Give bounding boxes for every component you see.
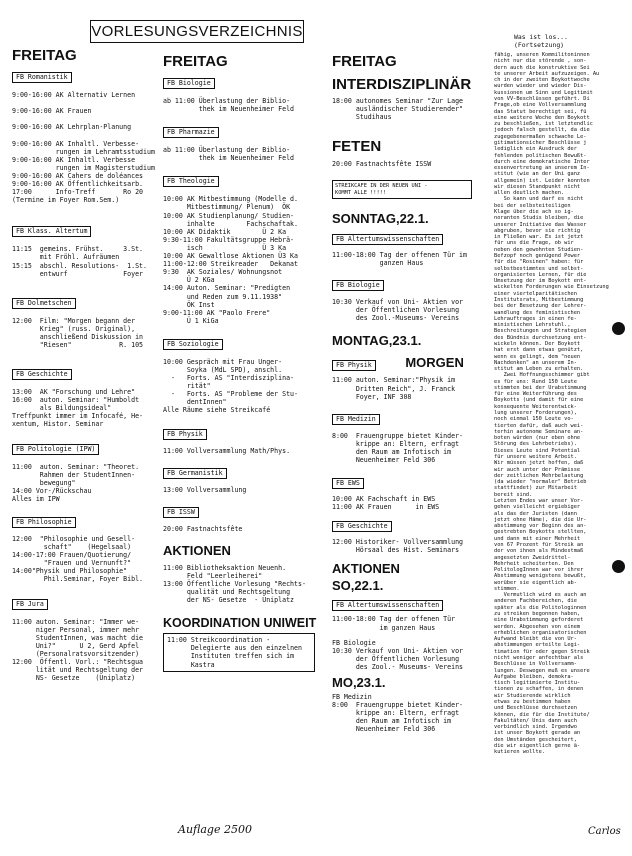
day-heading: FREITAG bbox=[332, 53, 397, 70]
section-text: 10:30 Verkauf von Uni- Aktien vor der Öffentlichen Vorlesung des Zool.-Museums- Vereins bbox=[332, 298, 464, 323]
article-text: fähig, unseren Kommilitoninnen nicht nur die störende , son- dern auch die konstruktive Sei te unserer Arbeit aufzuzeigen. Au ch in der zweiten Boykottwoche wurden wieder und wieder Dis- kussionen um Sinn und Legitimit von VV-Beschlüssen geführt. Di Frage,ob eine Vollversammlung das Statut berechtigt sei, fü eine weitere Woche den Boykott zu beschließen, ist letztendlic jedoch falsch gestellt, da die zugegebenermaßen schwache Le- gitimationsicher Beschlüsse j lediglich ein Ausdruck der fehlenden politischen Bewußt- durch eine demokratische Inter essenvertretung an unserem In- stitut (wie an der Uni ganz allgemein) ist. Leider konnten wir diesen Standpunkt nicht allen deutlich machen. So kann und darf es nicht bei der selbsteiteiligen Klage über die ach so ig- noranten Studis bleiben, die unserer Initiative das Wasser abgruben, bevor sie richtig in Fließen war. Es ist jetzt für uns die Frage, ob wir neben den gewohnten Studien- Befzopf noch genügend Power für die "Rosinen" haben: für selbstbestimmtes und selbst- organisiertes Lernen, für die Umsetzung der im Boykott ent- wickelten Forderungen wie Einsetzung einer viertelparitätischen Institutsrats, Mitbestimmung bei der Besetzung der Lehrer- wandlung des feministischen Lehrauftrages in einen fe- ministischen Lehrstuhl., Beschreitungen und Strategien des Bündnis durchsetzung ent- wickeln können. Der Boykott hat erst dann etwas genützt, wenn es gelingt, dem "neuen Nachdenken" an unserem In- stitut am Leben zu erhalten. Zwei Hoffnungsschimmer gibt es für uns: Rund 150 Leute stimmten bei der Urabstimmung für eine Weiterführung des Boykotts (und damit für eine konsequente Weiterentwick- lung unserer Forderungen), noch einmal 150 Leute vo- tierten dafür, daß auch wei- terhin autonome Seminare an- boten würden (nur eben ohne Störung des Lehrbetriebs). Dieses Leute sind Potential für unsere weitere Arbeit. Wir müssen jetzt hoffen, daß wir auch unter der Prämisse der zeitlichen Mehrbelastung (da wieder "normaler" Betrieb stattfindet) zur Mitarbeit bereit sind. Letzten Endes war unser Vor- gehen vielleicht ergiebiger als das der Juristen (dann jetzt ohne Häme), die die Ur- abstimmung vor Beginn des an- gestrebten Boykotts stellten, und dann mit einer Mehrheit von 67 Prozent für Streik an der von ihnen als Mindestmaß angesetzten Zweidrittel- Mehrheit scheiterten. Den PolitologInnen war vor ihrer Abstimmung wenigstens bewußt, worüber sie eigentlich ab- stimmen. Vermutlich wird es auch an anderen Fachbereichen, die später als die Politologinnen zu streiken begonnen haben, eine Urabstimmung geforderet werden. Abgesehen von einem erheblichen organisatorischen Aufwand bleibt die von Ur- abstimmungen erteilte Legi- timation für oder gegen Streik nicht weniger anfechtbar als Beschlüsse in Vollversamm- lungen. Deswegen muß es unsere Aufgabe bleiben, demokra- tisch legitimierte Institu- tionen zu schaffen, in denen wir Studierende wirklich etwas zu bestimmen haben und Beschlüsse durchsetzen können, die für die Institute/ Fakultäten/ Unis dann auch verbindlich sind. Irgendwo ist unser Boykott gerade an den Umständen gescheitert, die wir eigentlich gerne ä- kutieren wollte. bbox=[494, 52, 609, 756]
section-text: 10:00 AK Mitbestimmung (Modelle d. Mitbestimmung/ Plenum) ÖK 10:00 AK Studienplanung/ Studien- inhalte Fachschaftak. 10:00 AK Didaktik Ü 2 Ka 9:30-11:00 Fakultätsgruppe Hebrä- isch Ü 3 Ka 10:00 AK Gewaltlose Aktionen Ü3 Ka 11:00-12:00 Streikreader Dekanat 9:30 AK Soziales/ Wohnungsnot Ü 2 KGa 14:00 Auton. Seminar: "Predigten und Reden zum 9.11.1938" ÖK Inst 9:00-11:00 AK "Paolo Frere" Ü 1 KiGa bbox=[163, 195, 298, 325]
section-head: FB Romanistik bbox=[12, 72, 72, 83]
section-text: 13:00 Vollversammlung bbox=[163, 485, 247, 494]
section-head: FB Soziologie bbox=[163, 339, 223, 350]
section-text: 9:00-16:00 AK Alternativ Lernen 9:00-16:00 AK Frauen 9:00-16:00 AK Lehrplan-Planung 9:00-16:00 AK Inhaltl. Verbesse- rungen im Lehramtsstudium 9:00-16:00 AK Inhaltl. Verbesse rungen im Magisterstudium 9:00-16:00 AK Cahers de doléances 9:00-16:00 AK Öffentlichkeitsarb. 17:00 Info-Treff Ro 20 (Termine im Foyer Rom.Sem.) bbox=[12, 91, 155, 205]
section-text: 11:00 auton. Seminar: "Immer we- niger Personal, immer mehr StudentInnen, was macht die Uni?" U 2, Gerd Apfel (Personalratsvorsitzender) 12:00 Öffentl. Vorl.: "Rechtsgua lität und Rechtsgeltung der NS- Gesetze (Uniplatz) bbox=[12, 617, 144, 683]
section-head: FB Politologie (IPW) bbox=[12, 444, 99, 455]
koordination-box bbox=[163, 633, 315, 671]
koordination-text: 11:00 Streikcoordination - Delegierte aus den einzelnen Instituten treffen sich im Kastra bbox=[167, 636, 302, 669]
section-text: 20:00 Fastnachtsfête bbox=[163, 524, 243, 533]
interdisziplinaer-text: 18:00 autonomes Seminar "Zur Lage ausländischer Studierender" Studihaus bbox=[332, 97, 464, 122]
section-text: ab 11:00 Überlastung der Biblio- thek im Neuenheimer Feld bbox=[163, 146, 295, 163]
section-text: 11:00-18:00 Tag der offenen Tür im ganzen Haus bbox=[332, 615, 456, 632]
section-head: FB Theologie bbox=[163, 176, 219, 187]
section-text: 8:00 Frauengruppe bietet Kinder- krippe an: Eltern, erfragt den Raum am Infotisch im Neuenheimer Feld 306 bbox=[332, 431, 464, 464]
section-head: FB Medizin bbox=[332, 414, 380, 425]
column-2 bbox=[163, 53, 331, 672]
so-heading: SO,22.1. bbox=[332, 578, 384, 594]
day-heading: FREITAG bbox=[163, 53, 228, 70]
section-text: FB Medizin 8:00 Frauengruppe bietet Kinder- krippe an: Eltern, erfragt den Raum am Infotisch im Neuenheimer Feld 306 bbox=[332, 693, 464, 734]
column-4 bbox=[494, 34, 626, 756]
aktionen-heading: AKTIONEN bbox=[163, 542, 231, 558]
section-text: 10:00 AK Fachschaft in EWS 11:00 AK Frauen in EWS bbox=[332, 495, 440, 512]
section-text: 11:00 auton. Seminar:"Physik im Dritten Reich", J. Franck Foyer, INF 308 bbox=[332, 376, 456, 401]
section-head: FB Geschichte bbox=[332, 521, 392, 532]
feten-text: 20:00 Fastnachtsfête ISSW bbox=[332, 160, 432, 169]
section-head: FB Physik bbox=[163, 429, 207, 440]
section-text: 11:00-18:00 Tag der offenen Tür im ganzen Haus bbox=[332, 250, 467, 268]
page-title: VORLESUNGSVERZEICHNIS bbox=[91, 23, 303, 40]
section-head: FB Pharmazie bbox=[163, 127, 219, 138]
interdisziplinaer-heading: INTERDISZIPLINÄR bbox=[332, 76, 472, 93]
streikcafe-box bbox=[332, 180, 472, 199]
koordination-heading: KOORDINATION UNIWEIT bbox=[163, 616, 317, 631]
section-head: FB Philosophie bbox=[12, 517, 76, 528]
feten-heading: FETEN bbox=[332, 138, 382, 156]
section-text: 11:00 Vollversammlung Math/Phys. bbox=[163, 446, 291, 455]
column-1 bbox=[12, 47, 172, 682]
auflage-note: Auflage 2500 bbox=[178, 823, 252, 836]
punch-hole bbox=[612, 322, 625, 335]
aktionen-heading: AKTIONEN bbox=[332, 561, 400, 577]
section-head: FB Germanistik bbox=[163, 468, 227, 479]
section-head: FB Biologie bbox=[163, 78, 215, 89]
signature: Carlos bbox=[588, 826, 621, 837]
title-box bbox=[90, 20, 304, 43]
section-text: 13:00 AK "Forschung und Lehre" 16:00 auton. Seminar: "Humboldt als Bildungsideal" Treffpunkt immer im Infocafé, He- xentum, Histor. Seminar bbox=[12, 388, 144, 429]
section-head: FB Biologie bbox=[332, 280, 384, 291]
section-head: FB Geschichte bbox=[12, 369, 72, 380]
section-head: FB Klass. Altertum bbox=[12, 226, 91, 237]
article-heading: Was ist los... (Fortsetzung) bbox=[514, 33, 568, 49]
section-head: FB Altertumswissenschaften bbox=[332, 234, 443, 245]
section-text: 12:00 Film: "Morgen begann der Krieg" (russ. Original), anschließend Diskussion in "Riesen" R. 105 bbox=[12, 316, 144, 349]
column-3 bbox=[332, 53, 494, 734]
montag-heading: MONTAG,23.1. bbox=[332, 333, 422, 349]
streikcafe-text: STREIKCAFE IN DER NEUEN UNI - KOMMT ALLE !!!!! bbox=[335, 183, 428, 196]
section-text: FB Biologie 10:30 Verkauf von Uni- Aktien vor der Öffentlichen Vorlesung des Zool.- Museums- Vereins bbox=[332, 638, 464, 671]
section-text: 10:00 Gespräch mit Frau Unger- Soyka (MdL SPD), anschl. - Forts. AS "Interdisziplina- rität" - Forts. AS "Probleme der Stu- dentInnen" Alle Räume siehe Streikcafé bbox=[163, 357, 298, 415]
section-text: 12:00 "Philosophie und Gesell- schaft" (Hegelsaal) 14:00-17:00 Frauen/Quotierung/ "Frauen und Vernunft?" 14:00"Physik und Philosophie" Phil.Seminar, Foyer Bibl. bbox=[12, 535, 144, 584]
section-head: FB Physik bbox=[332, 360, 376, 371]
section-head: FB ISSW bbox=[163, 507, 199, 518]
day-heading: FREITAG bbox=[12, 47, 77, 64]
section-head: FB Altertumswissenschaften bbox=[332, 600, 443, 611]
morgen-heading: MORGEN bbox=[405, 355, 464, 371]
section-text: 11:15 gemeins. Frühst. 3.St. mit Fröhl. Aufräumen 15:15 abschl. Resolutions- 1.St. entwurf Foyer bbox=[12, 245, 147, 278]
mo-heading: MO,23.1. bbox=[332, 675, 386, 691]
aktionen-text: 11:00 Bibliotheksaktion Neuenh. Feld "Leerleiherei" 13:00 Öffentliche Vorlesung "Rechts- qualität und Rechtsgeltung der NS- Gesetze - Uniplatz bbox=[163, 563, 306, 605]
section-head: FB Dolmetschen bbox=[12, 298, 76, 309]
punch-hole bbox=[612, 560, 625, 573]
section-head: FB EWS bbox=[332, 478, 364, 489]
section-text: ab 11:00 Überlastung der Biblio- thek im Neuenheimer Feld bbox=[163, 97, 295, 114]
sonntag-heading: SONNTAG,22.1. bbox=[332, 210, 429, 226]
section-text: 11:00 auton. Seminar: "Theoret. Rahmen der StudentInnen- bewegung" 14:00 Vor-/Rückschau Alles im IPW bbox=[12, 462, 140, 503]
section-text: 12:00 Historiker- Vollversammlung Hörsaal des Hist. Seminars bbox=[332, 538, 464, 555]
section-head: FB Jura bbox=[12, 599, 48, 610]
